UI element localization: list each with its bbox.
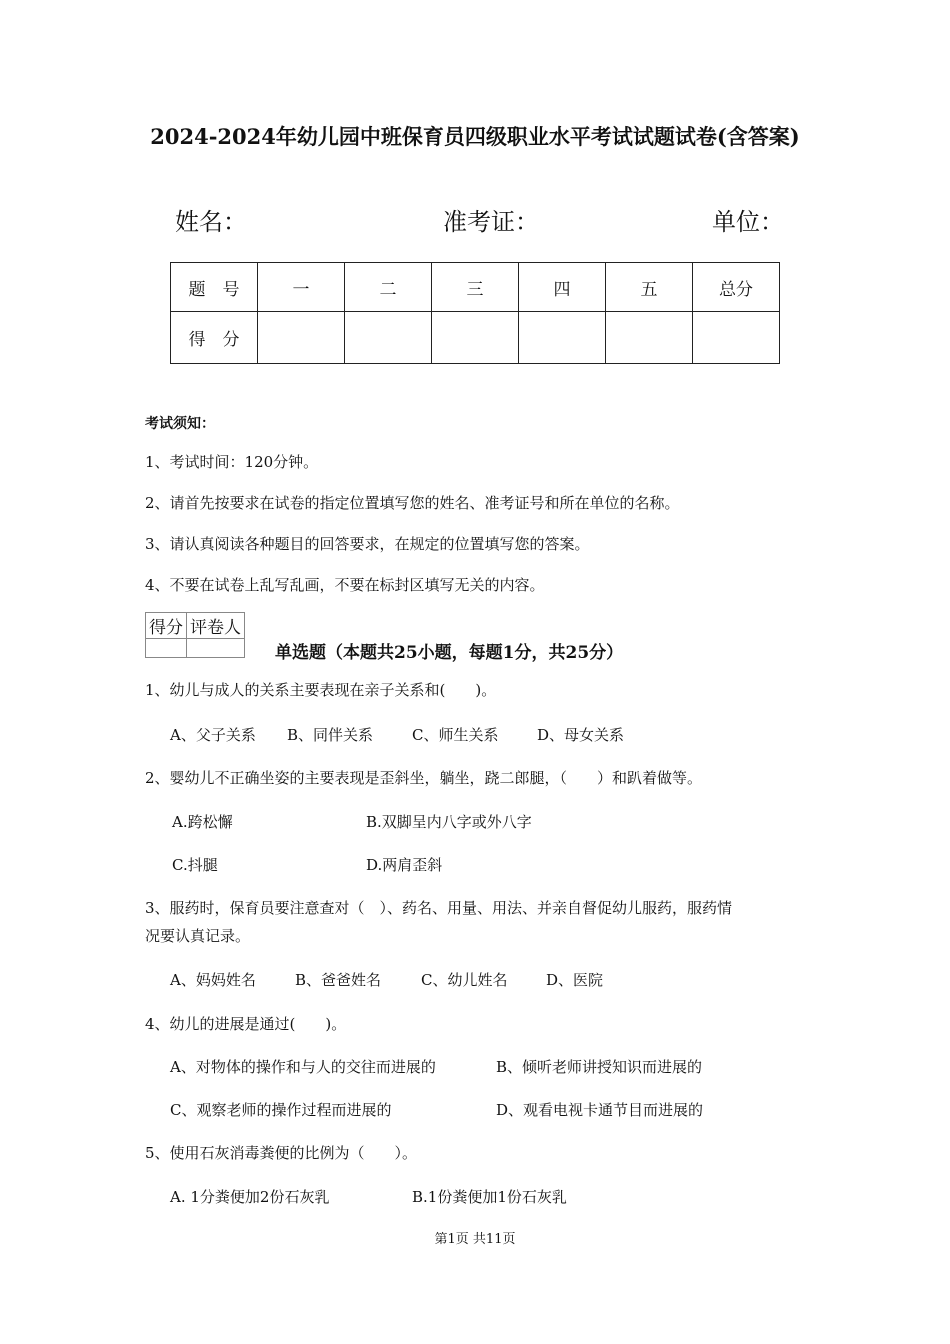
question-4-option-c[interactable]: C、观察老师的操作过程而进展的	[170, 1101, 392, 1119]
question-2-option-d[interactable]: D.两肩歪斜	[366, 856, 443, 874]
score-row-label: 得 分	[171, 312, 258, 364]
grader-reviewer-cell[interactable]	[187, 639, 245, 658]
question-4-option-a[interactable]: A、对物体的操作和与人的交往而进展的	[170, 1058, 436, 1076]
grader-score-cell[interactable]	[146, 639, 187, 658]
notice-title: 考试须知：	[145, 416, 215, 432]
question-5-option-a[interactable]: A. 1分粪便加2份石灰乳	[170, 1188, 330, 1206]
question-3-stem-line-2: 况要认真记录。	[145, 927, 251, 945]
question-1-option-b[interactable]: B、同伴关系	[287, 726, 374, 744]
notice-item-1: 1、考试时间：120分钟。	[145, 453, 319, 471]
page-footer: 第1页 共11页	[434, 1232, 516, 1247]
score-cell-1[interactable]	[258, 312, 345, 364]
question-3-option-a[interactable]: A、妈妈姓名	[170, 971, 256, 989]
header-total: 总分	[693, 263, 780, 312]
exam-number-label: 准考证：	[443, 208, 539, 236]
notice-item-4: 4、不要在试卷上乱写乱画，不要在标封区填写无关的内容。	[145, 576, 545, 594]
question-4-stem: 4、幼儿的进展是通过( )。	[145, 1015, 347, 1033]
question-1-option-d[interactable]: D、母女关系	[537, 726, 625, 744]
question-5-stem: 5、使用石灰消毒粪便的比例为（ ）。	[145, 1144, 418, 1162]
question-5-option-b[interactable]: B.1份粪便加1份石灰乳	[412, 1188, 567, 1206]
question-2-option-b[interactable]: B.双脚呈内八字或外八字	[366, 813, 532, 831]
name-label: 姓名：	[175, 208, 247, 236]
grader-box	[145, 612, 245, 658]
question-4-option-b[interactable]: B、倾听老师讲授知识而进展的	[496, 1058, 703, 1076]
question-2-stem: 2、婴幼儿不正确坐姿的主要表现是歪斜坐，躺坐，跷二郎腿，（ ）和趴着做等。	[145, 769, 703, 787]
header-section-1: 一	[258, 263, 345, 312]
question-1-stem: 1、幼儿与成人的关系主要表现在亲子关系和( )。	[145, 681, 497, 699]
notice-item-3: 3、请认真阅读各种题目的回答要求，在规定的位置填写您的答案。	[145, 535, 590, 553]
score-cell-total[interactable]	[693, 312, 780, 364]
question-1-option-c[interactable]: C、师生关系	[412, 726, 499, 744]
question-3-option-b[interactable]: B、爸爸姓名	[295, 971, 382, 989]
score-table-header-row	[171, 263, 780, 312]
grader-reviewer-label: 评卷人	[187, 613, 245, 639]
header-section-2: 二	[345, 263, 432, 312]
score-cell-2[interactable]	[345, 312, 432, 364]
score-table-score-row	[171, 312, 780, 364]
question-1-option-a[interactable]: A、父子关系	[170, 726, 256, 744]
question-3-option-d[interactable]: D、医院	[546, 971, 604, 989]
notice-item-2: 2、请首先按要求在试卷的指定位置填写您的姓名、准考证号和所在单位的名称。	[145, 494, 680, 512]
question-3-stem-line-1: 3、服药时，保育员要注意查对（ ）、药名、用量、用法、并亲自督促幼儿服药，服药情	[145, 899, 733, 917]
unit-label: 单位：	[712, 208, 784, 236]
question-4-option-d[interactable]: D、观看电视卡通节目而进展的	[496, 1101, 704, 1119]
score-cell-3[interactable]	[432, 312, 519, 364]
question-2-option-c[interactable]: C.抖腿	[172, 856, 218, 874]
header-section-5: 五	[606, 263, 693, 312]
header-section-4: 四	[519, 263, 606, 312]
grader-score-label: 得分	[146, 613, 187, 639]
score-cell-5[interactable]	[606, 312, 693, 364]
question-2-option-a[interactable]: A.跨松懈	[172, 813, 233, 831]
header-question-number: 题 号	[171, 263, 258, 312]
question-3-option-c[interactable]: C、幼儿姓名	[421, 971, 508, 989]
page-title: 2024-2024年幼儿园中班保育员四级职业水平考试试题试卷(含答案)	[150, 124, 800, 149]
header-section-3: 三	[432, 263, 519, 312]
score-cell-4[interactable]	[519, 312, 606, 364]
section-title: 单选题（本题共25小题，每题1分，共25分）	[275, 643, 624, 663]
score-table	[170, 262, 780, 364]
